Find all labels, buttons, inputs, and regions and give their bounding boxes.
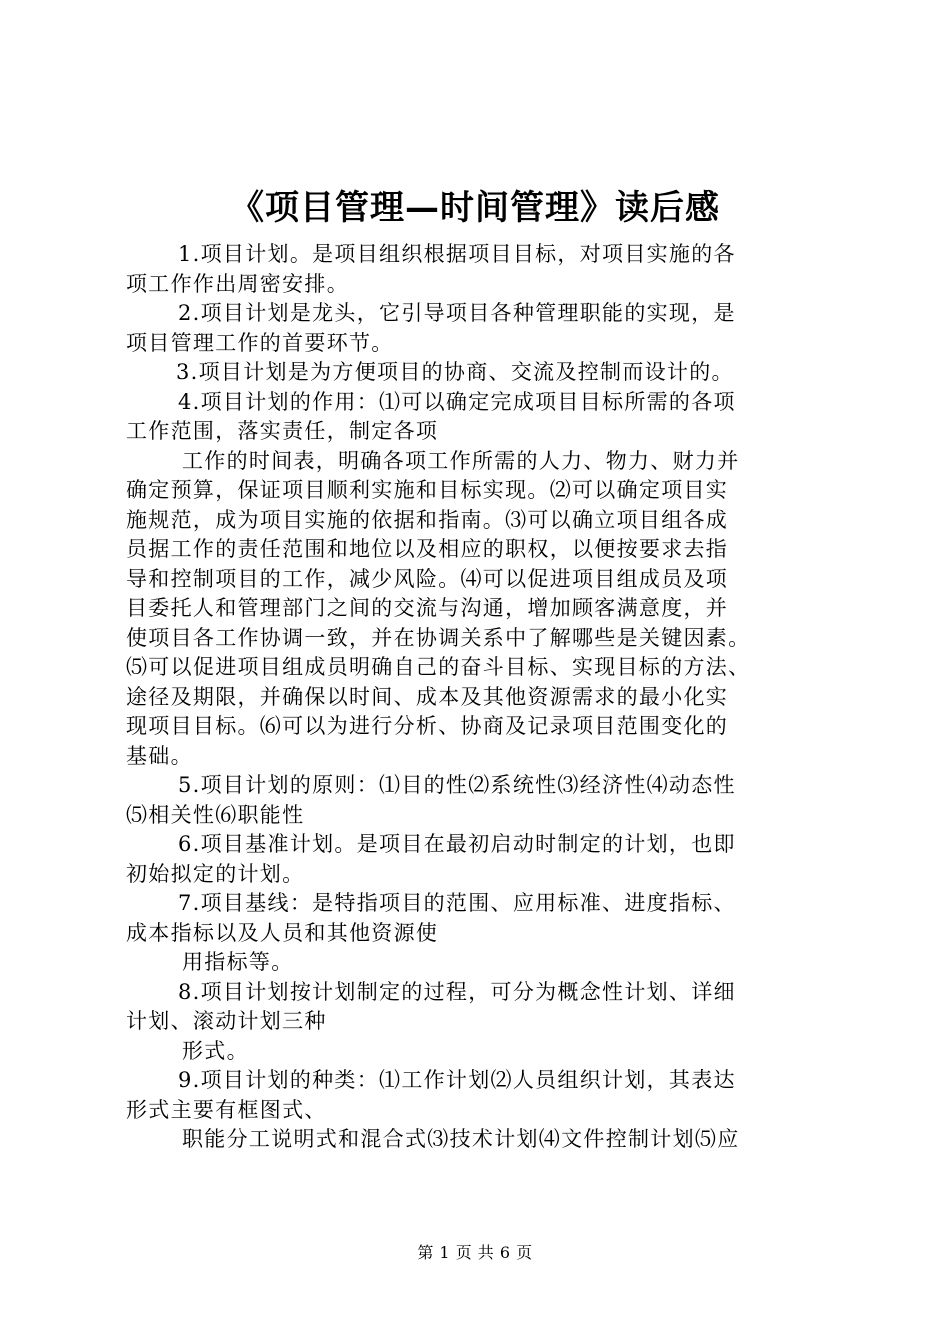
text-line: 目委托人和管理部门之间的交流与沟通，增加顾客满意度，并 [126, 596, 729, 620]
text-line: 4.项目计划的作用：⑴可以确定完成项目目标所需的各项 [178, 389, 736, 414]
text-line: 8.项目计划按计划制定的过程，可分为概念性计划、详细 [178, 979, 736, 1004]
text-line: 1.项目计划。是项目组织根据项目目标，对项目实施的各 [178, 242, 736, 266]
text-line: 途径及期限，并确保以时间、成本及其他资源需求的最小化实 [126, 684, 729, 709]
text-line: 工作的时间表，明确各项工作所需的人力、物力、财力并 [182, 448, 740, 473]
page-number-footer: 第 1 页 共 6 页 [417, 1243, 533, 1262]
text-line: 职能分工说明式和混合式⑶技术计划⑷文件控制计划⑸应 [182, 1127, 740, 1151]
text-line: 导和控制项目的工作，减少风险。⑷可以促进项目组成员及项 [126, 566, 729, 591]
text-line: 确定预算，保证项目顺利实施和目标实现。⑵可以确定项目实 [126, 478, 729, 502]
text-line: 施规范，成为项目实施的依据和指南。⑶可以确立项目组各成 [126, 507, 729, 532]
text-line: 基础。 [126, 743, 193, 768]
text-line: 项目管理工作的首要环节。 [126, 330, 394, 355]
text-line: 6.项目基准计划。是项目在最初启动时制定的计划，也即 [178, 832, 736, 856]
text-line: 2.项目计划是龙头，它引导项目各种管理职能的实现，是 [178, 301, 736, 325]
text-line: 员据工作的责任范围和地位以及相应的职权，以便按要求去指 [126, 537, 729, 561]
text-line: 初始拟定的计划。 [126, 861, 305, 886]
text-line: 现项目目标。⑹可以为进行分析、协商及记录项目范围变化的 [126, 714, 729, 738]
document-title: 《项目管理—时间管理》读后感 [230, 188, 720, 228]
text-line: 形式主要有框图式、 [126, 1097, 327, 1122]
text-line: 使项目各工作协调一致，并在协调关系中了解哪些是关键因素。 [126, 625, 751, 650]
text-line: 形式。 [182, 1038, 249, 1063]
document-body [126, 240, 834, 1155]
text-line: 成本指标以及人员和其他资源使 [126, 920, 439, 945]
text-line: 用指标等。 [182, 950, 294, 974]
text-line: 计划、滚动计划三种 [126, 1009, 327, 1033]
text-line: 工作范围，落实责任，制定各项 [126, 419, 439, 443]
text-line: 项工作作出周密安排。 [126, 271, 349, 296]
text-line: 9.项目计划的种类：⑴工作计划⑵人员组织计划，其表达 [178, 1068, 736, 1092]
text-line: ⑸可以促进项目组成员明确自己的奋斗目标、实现目标的方法、 [126, 655, 751, 679]
text-line: 3.项目计划是为方便项目的协商、交流及控制而设计的。 [176, 360, 734, 384]
text-line: 7.项目基线：是特指项目的范围、应用标准、进度指标、 [178, 891, 736, 915]
text-line: 5.项目计划的原则：⑴目的性⑵系统性⑶经济性⑷动态性 [178, 773, 736, 797]
text-line: ⑸相关性⑹职能性 [126, 802, 305, 827]
